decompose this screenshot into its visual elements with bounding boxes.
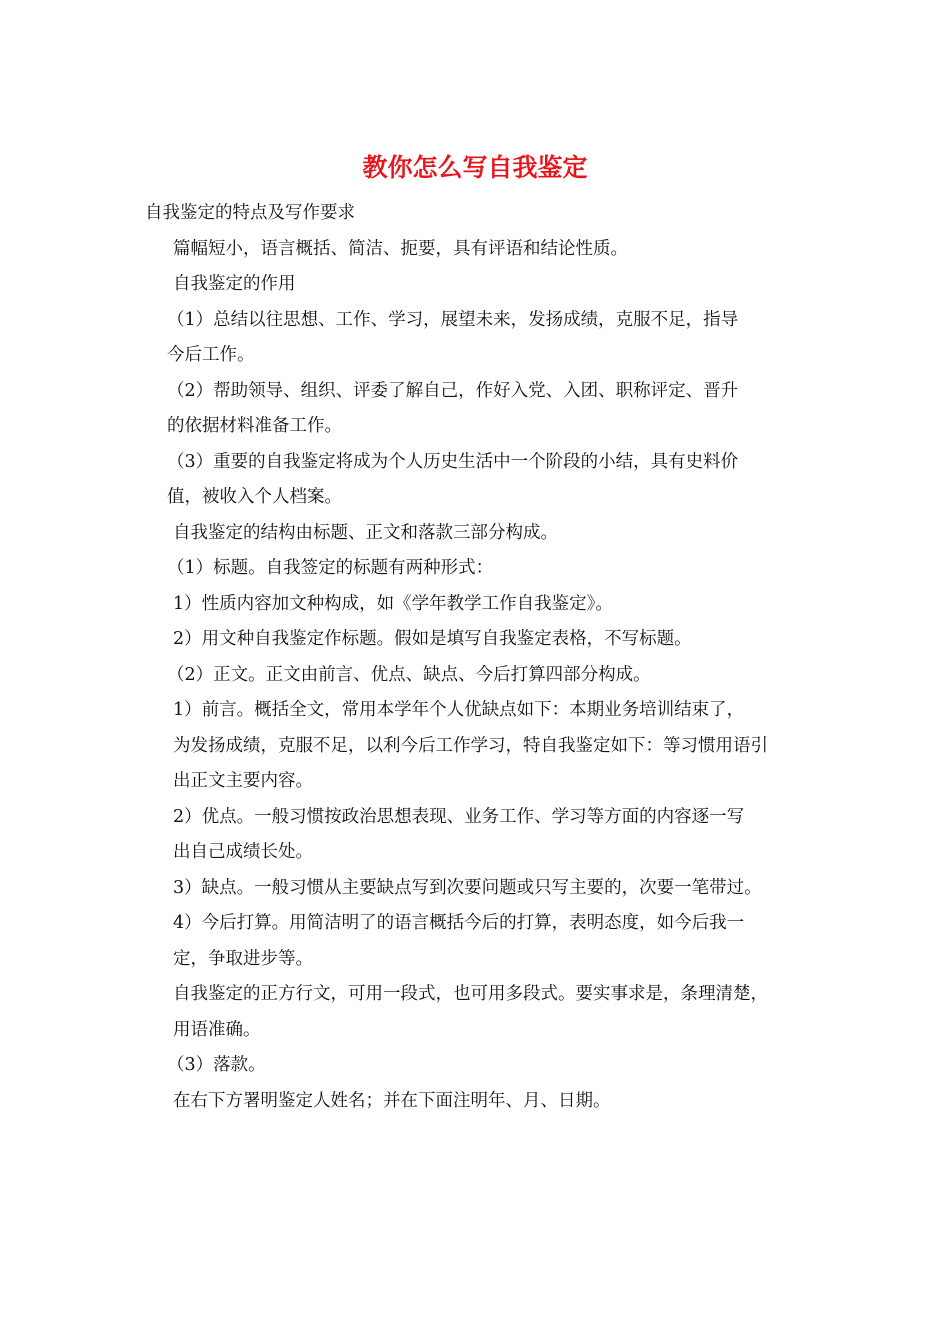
paragraph-10: 2）用文种自我鉴定作标题。假如是填写自我鉴定表格，不写标题。 — [173, 629, 692, 649]
paragraph-8: （1）标题。自我签定的标题有两种形式： — [167, 558, 494, 578]
paragraph-11: （2）正文。正文由前言、优点、缺点、今后打算四部分构成。 — [167, 664, 651, 685]
paragraph-16: 自我鉴定的正方行文，可用一段式，也可用多段式。要实事求是，条理清楚， 用语准确。 — [173, 984, 768, 1040]
paragraph-13: 2）优点。一般习惯按政治思想表现、业务工作、学习等方面的内容逐一写 出自己成绩长处。 — [173, 806, 745, 862]
paragraph-18: 在右下方署明鉴定人姓名；并在下面注明年、月、日期。 — [173, 1090, 611, 1111]
paragraph-4: （1）总结以往思想、工作、学习，展望未来，发扬成绩，克服不足，指导 今后工作。 — [167, 309, 739, 365]
paragraph-17: （3）落款。 — [167, 1055, 266, 1075]
paragraph-9: 1）性质内容加文种构成，如《学年教学工作自我鉴定》。 — [173, 593, 613, 614]
paragraph-5: （2）帮助领导、组织、评委了解自己，作好入党、入团、职称评定、晋升 的依据材料准备工作。 — [167, 380, 739, 436]
paragraph-12: 1）前言。概括全文，常用本学年个人优缺点如下：本期业务培训结束了， 为发扬成绩，克服不足，以利今后工作学习，特自我鉴定如下：等习惯用语引 出正文主要内容。 — [173, 700, 768, 791]
document-title: 教你怎么写自我鉴定 — [362, 153, 588, 182]
paragraph-15: 4）今后打算。用简洁明了的语言概括今后的打算，表明态度，如今后我一 定，争取进步等。 — [173, 913, 745, 969]
paragraph-14: 3）缺点。一般习惯从主要缺点写到次要问题或只写主要的，次要一笔带过。 — [173, 877, 762, 898]
paragraph-2: 篇幅短小，语言概括、简洁、扼要，具有评语和结论性质。 — [173, 238, 628, 259]
document-body — [145, 196, 815, 1119]
paragraph-7: 自我鉴定的结构由标题、正文和落款三部分构成。 — [173, 522, 558, 543]
paragraph-3: 自我鉴定的作用 — [173, 274, 296, 294]
paragraph-6: （3）重要的自我鉴定将成为个人历史生活中一个阶段的小结，具有史料价 值，被收入个人档案。 — [167, 451, 739, 507]
paragraph-1: 自我鉴定的特点及写作要求 — [145, 203, 355, 223]
